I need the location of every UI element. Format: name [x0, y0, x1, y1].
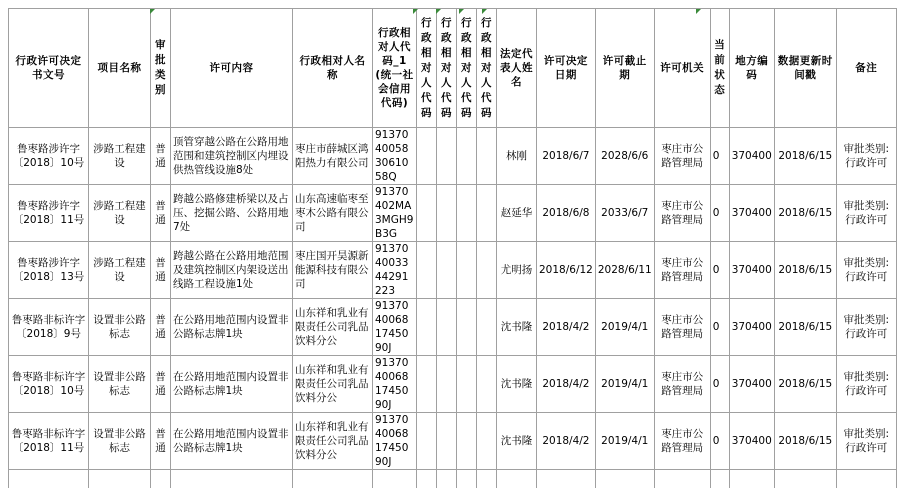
cell-category: 普通 — [151, 413, 171, 470]
cell-updated: 2018/6/15 — [774, 356, 836, 413]
cell-empty — [437, 356, 457, 413]
cell-empty — [457, 356, 477, 413]
cell-status: 0 — [710, 242, 729, 299]
cell-project: 涉路工程建设 — [89, 128, 151, 185]
cell-decision-date: 2018/6/7 — [537, 128, 596, 185]
cell-rep: 沈书隆 — [497, 356, 537, 413]
comment-marker — [482, 9, 487, 14]
cell-empty — [417, 299, 437, 356]
cell-empty — [417, 128, 437, 185]
cell-code: 91370400681745090J — [373, 413, 417, 470]
cell-region-code: 370400 — [729, 299, 774, 356]
cell-decision-date: 2018/4/2 — [537, 413, 596, 470]
cell-party: 山东高速临枣至枣木公路有限公司 — [293, 185, 373, 242]
cell-empty — [457, 185, 477, 242]
comment-marker — [459, 9, 464, 14]
cell-party: 枣庄市薛城区鸿阳热力有限公司 — [293, 128, 373, 185]
cell-status: 0 — [710, 128, 729, 185]
cell-doc-no: 鲁枣路非标许字〔2018〕9号 — [9, 299, 89, 356]
comment-marker — [413, 9, 418, 14]
comment-marker — [150, 9, 155, 14]
header-code-1: 行政相对人代码_1(统一社会信用代码) — [373, 9, 417, 128]
cell-party: 山东祥和乳业有限责任公司乳品饮料分公 — [293, 299, 373, 356]
cell-empty — [417, 242, 437, 299]
cell-party: 枣庄国开昊源新能源科技有限公司 — [293, 242, 373, 299]
header-status: 当前状态 — [710, 9, 729, 128]
cell-decision-date: 2018/4/2 — [537, 356, 596, 413]
cell-empty — [437, 413, 457, 470]
cell-status: 0 — [710, 413, 729, 470]
cell-empty — [477, 128, 497, 185]
cell-status: 0 — [710, 185, 729, 242]
cell-expiry: 2019/4/1 — [595, 413, 654, 470]
cell-category: 普通 — [151, 299, 171, 356]
cell-doc-no: 鲁枣路非标许字〔2018〕10号 — [9, 356, 89, 413]
cell-authority: 枣庄市公路管理局 — [654, 356, 710, 413]
cell-authority: 枣庄市公路管理局 — [654, 128, 710, 185]
header-code-4: 行政相对人代码 — [457, 9, 477, 128]
cell-updated: 2018/6/15 — [774, 242, 836, 299]
cell-remark: 审批类别:行政许可 — [836, 299, 896, 356]
header-code-5: 行政相对人代码 — [477, 9, 497, 128]
cell-category: 普通 — [151, 128, 171, 185]
cell-remark: 审批类别:行政许可 — [836, 128, 896, 185]
permit-table — [8, 8, 897, 488]
cell-authority: 枣庄市公路管理局 — [654, 299, 710, 356]
cell-category: 普通 — [151, 356, 171, 413]
header-doc-no: 行政许可决定书文号 — [9, 9, 89, 128]
header-code-2: 行政相对人代码 — [417, 9, 437, 128]
cell-expiry: 2019/4/1 — [595, 356, 654, 413]
cell-doc-no: 鲁枣路涉许字〔2018〕11号 — [9, 185, 89, 242]
cell-status: 0 — [710, 356, 729, 413]
table-row — [9, 356, 897, 413]
cell-content: 在公路用地范围内设置非公路标志牌1块 — [171, 299, 293, 356]
cell-project: 涉路工程建设 — [89, 242, 151, 299]
cell-expiry: 2019/4/1 — [595, 299, 654, 356]
cell-empty — [477, 356, 497, 413]
cell-project: 设置非公路标志 — [89, 299, 151, 356]
cell-category: 普通 — [151, 242, 171, 299]
header-expiry: 许可截止期 — [595, 9, 654, 128]
cell-decision-date: 2018/6/12 — [537, 242, 596, 299]
cell-region-code: 370400 — [729, 128, 774, 185]
cell-doc-no: 鲁枣路非标许字〔2018〕11号 — [9, 413, 89, 470]
header-updated: 数据更新时间戳 — [774, 9, 836, 128]
table-row-partial — [9, 470, 897, 488]
header-authority: 许可机关 — [654, 9, 710, 128]
cell-empty — [477, 299, 497, 356]
cell-remark: 审批类别:行政许可 — [836, 242, 896, 299]
cell-project: 涉路工程建设 — [89, 185, 151, 242]
cell-status: 0 — [710, 299, 729, 356]
cell-decision-date: 2018/4/2 — [537, 299, 596, 356]
cell-content: 顶管穿越公路在公路用地范围和建筑控制区内埋设供热管线设施8处 — [171, 128, 293, 185]
cell-code: 91370400583061058Q — [373, 128, 417, 185]
cell-empty — [437, 299, 457, 356]
cell-doc-no: 鲁枣路涉许字〔2018〕10号 — [9, 128, 89, 185]
cell-empty — [437, 128, 457, 185]
header-category: 审批类别 — [151, 9, 171, 128]
cell-updated: 2018/6/15 — [774, 185, 836, 242]
cell-region-code: 370400 — [729, 185, 774, 242]
cell-region-code: 370400 — [729, 356, 774, 413]
cell-empty — [417, 185, 437, 242]
cell-empty — [457, 413, 477, 470]
cell-expiry: 2033/6/7 — [595, 185, 654, 242]
cell-empty — [457, 128, 477, 185]
cell-decision-date: 2018/6/8 — [537, 185, 596, 242]
cell-remark: 审批类别:行政许可 — [836, 356, 896, 413]
comment-marker — [696, 9, 701, 14]
cell-authority: 枣庄市公路管理局 — [654, 242, 710, 299]
header-code-3: 行政相对人代码 — [437, 9, 457, 128]
header-project: 项目名称 — [89, 9, 151, 128]
cell-rep: 尤明扬 — [497, 242, 537, 299]
header-decision-date: 许可决定日期 — [537, 9, 596, 128]
cell-authority: 枣庄市公路管理局 — [654, 413, 710, 470]
cell-empty — [437, 242, 457, 299]
cell-content: 跨越公路在公路用地范围及建筑控制区内架设送出线路工程设施1处 — [171, 242, 293, 299]
cell-updated: 2018/6/15 — [774, 128, 836, 185]
cell-region-code: 370400 — [729, 242, 774, 299]
cell-empty — [457, 242, 477, 299]
cell-code: 91370402MA3MGH9B3G — [373, 185, 417, 242]
cell-empty — [417, 413, 437, 470]
cell-category: 普通 — [151, 185, 171, 242]
cell-remark: 审批类别:行政许可 — [836, 413, 896, 470]
cell-updated: 2018/6/15 — [774, 299, 836, 356]
cell-expiry: 2028/6/6 — [595, 128, 654, 185]
cell-doc-no: 鲁枣路涉许字〔2018〕13号 — [9, 242, 89, 299]
table-row — [9, 413, 897, 470]
header-content: 许可内容 — [171, 9, 293, 128]
cell-party: 山东祥和乳业有限责任公司乳品饮料分公 — [293, 413, 373, 470]
cell-content: 在公路用地范围内设置非公路标志牌1块 — [171, 413, 293, 470]
cell-code: 913704003344291223 — [373, 242, 417, 299]
cell-empty — [417, 356, 437, 413]
header-party: 行政相对人名称 — [293, 9, 373, 128]
cell-empty — [437, 185, 457, 242]
cell-region-code: 370400 — [729, 413, 774, 470]
cell-empty — [477, 185, 497, 242]
cell-project: 设置非公路标志 — [89, 413, 151, 470]
cell-rep: 沈书隆 — [497, 413, 537, 470]
cell-rep: 林刚 — [497, 128, 537, 185]
table-row — [9, 128, 897, 185]
cell-content: 在公路用地范围内设置非公路标志牌1块 — [171, 356, 293, 413]
table-row — [9, 185, 897, 242]
cell-rep: 赵延华 — [497, 185, 537, 242]
table-row — [9, 242, 897, 299]
header-region-code: 地方编码 — [729, 9, 774, 128]
comment-marker — [436, 9, 441, 14]
cell-empty — [477, 413, 497, 470]
cell-updated: 2018/6/15 — [774, 413, 836, 470]
cell-code: 91370400681745090J — [373, 356, 417, 413]
cell-expiry: 2028/6/11 — [595, 242, 654, 299]
cell-project: 设置非公路标志 — [89, 356, 151, 413]
cell-party: 山东祥和乳业有限责任公司乳品饮料分公 — [293, 356, 373, 413]
header-row — [9, 9, 897, 128]
cell-remark: 审批类别:行政许可 — [836, 185, 896, 242]
header-remark: 备注 — [836, 9, 896, 128]
cell-content: 跨越公路修建桥梁以及占压、挖掘公路、公路用地7处 — [171, 185, 293, 242]
header-rep: 法定代表人姓名 — [497, 9, 537, 128]
table-row — [9, 299, 897, 356]
cell-empty — [477, 242, 497, 299]
cell-code: 91370400681745090J — [373, 299, 417, 356]
cell-rep: 沈书隆 — [497, 299, 537, 356]
cell-authority: 枣庄市公路管理局 — [654, 185, 710, 242]
cell-empty — [457, 299, 477, 356]
